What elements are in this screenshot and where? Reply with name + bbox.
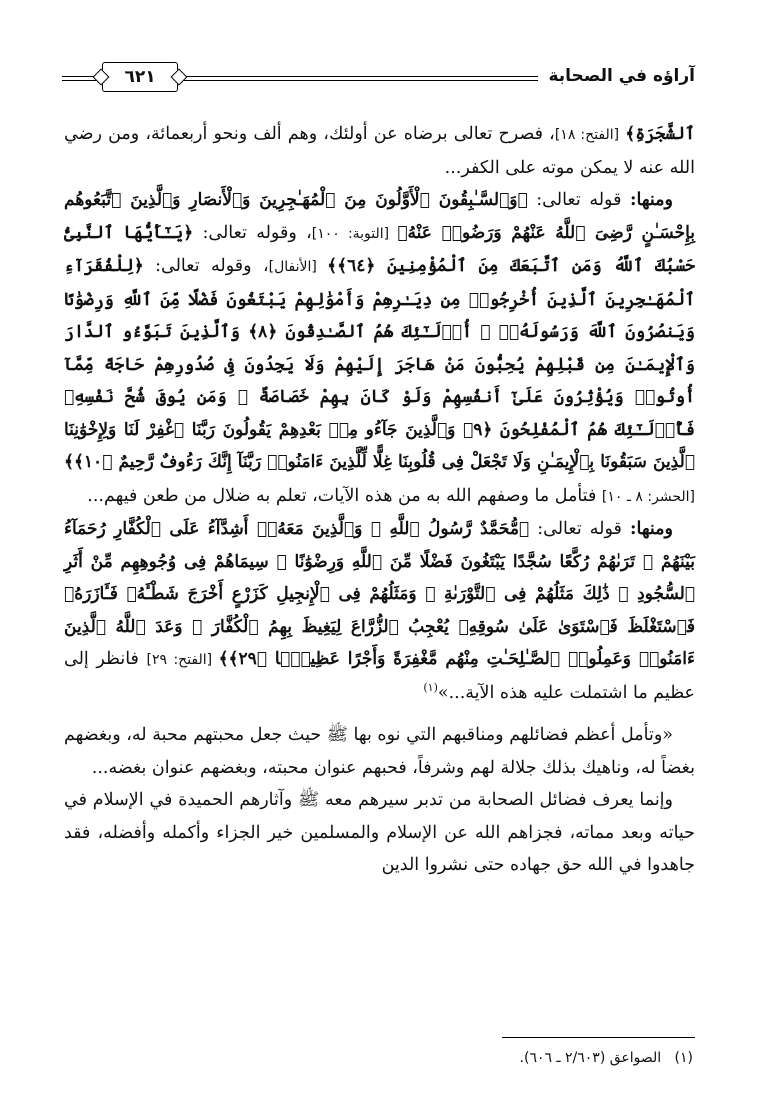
verse: ﴿لِلْفُقَرَآءِ ٱلْمُهَـٰجِرِينَ ٱلَّذِينَ أُخْرِجُوا۟ مِن دِيَـٰرِهِمْ وَأَمْوَٰلِهِمْ يَبْتَغُونَ فَضْلًا مِّنَ ٱللَّهِ وَرِضْوَٰنًا وَيَنصُرُونَ ٱللَّهَ وَرَسُولَهُۥٓ ۚ أُو۟لَـٰٓئِكَ هُمُ ٱلصَّـٰدِقُونَ ﴿٨﴾ وَٱلَّذِينَ تَبَوَّءُو ٱلدَّارَ وَٱلْإِيمَـٰنَ مِن قَبْلِهِمْ يُحِبُّونَ مَنْ هَاجَرَ إِلَيْهِمْ وَلَا يَجِدُونَ فِى صُدُورِهِمْ حَاجَةً مِّمَّآ أُوتُوا۟ وَيُؤْثِرُونَ عَلَىٰٓ أَنفُسِهِمْ وَلَوْ كَانَ بِهِمْ خَصَاصَةٌ ۚ وَمَن يُوقَ شُحَّ نَفْسِهِۦ فَأُو۟لَـٰٓئِكَ هُمُ ٱلْمُفْلِحُونَ ﴿٩﴾ وَٱلَّذِينَ جَآءُو مِنۢ بَعْدِهِمْ يَقُولُونَ رَبَّنَا ٱغْفِرْ لَنَا وَلِإِخْوَٰنِنَا ٱلَّذِينَ سَبَقُونَا بِٱلْإِيمَـٰنِ وَلَا تَجْعَلْ فِى قُلُوبِنَا غِلًّا لِّلَّذِينَ ءَامَنُوا۟ رَبَّنَآ إِنَّكَ رَءُوفٌ رَّحِيمٌ ﴿١٠﴾﴾ <box>64 256 696 472</box>
running-title: آراؤه في الصحابة <box>548 66 695 86</box>
footnote-text: الصواعق (٢/٦٠٣ ـ ٦٠٦). <box>519 1050 662 1066</box>
citation: [الفتح: ٢٩] <box>146 652 219 668</box>
footnote-marker: (١) <box>423 680 438 694</box>
join-text: ، وقوله تعالى: <box>193 222 312 243</box>
section-lead: ومنها: <box>630 190 673 210</box>
join-text: ، وقوله تعالى: <box>143 256 269 276</box>
paragraph-4 <box>64 719 695 784</box>
page-number-frame <box>102 62 178 92</box>
paragraph-1 <box>64 118 695 184</box>
intro-text: قوله تعالى: <box>527 190 631 210</box>
citation: [الأنفال] <box>268 259 328 275</box>
footnote-number: (١) <box>674 1050 693 1066</box>
paragraph-3 <box>64 513 695 709</box>
citation: [الحشر: ٨ ـ ١٠] <box>601 488 695 505</box>
paragraph-text: ، فصرح تعالى برضاه عن أولئك، وهم ألف ونحو أربعمائة، ومن رضي الله عنه لا يمكن موته على الكفر... <box>64 124 695 178</box>
citation: [التوبة: ١٠٠] <box>311 225 398 242</box>
paragraph-5 <box>64 784 695 882</box>
page-number: ٦٢١ <box>124 66 156 87</box>
conclusion-text: فتأمل ما وصفهم الله به من هذه الآيات، تعلم به ضلال من طعن فيهم... <box>87 485 602 506</box>
paragraph-2 <box>64 184 695 513</box>
citation: [الفتح: ١٨] <box>554 127 620 143</box>
footnote <box>62 1047 693 1069</box>
intro-text: قوله تعالى: <box>529 519 631 539</box>
conclusion-text: فانظر إلى عظيم ما اشتملت عليه هذه الآية...» <box>64 649 695 703</box>
verse: ﴿وَٱلسَّـٰبِقُونَ ٱلْأَوَّلُونَ مِنَ ٱلْمُهَـٰجِرِينَ وَٱلْأَنصَارِ وَٱلَّذِينَ ٱتَّبَعُوهُم بِإِحْسَـٰنٍ رَّضِىَ ٱللَّهُ عَنْهُمْ وَرَضُوا۟ عَنْهُ﴾ <box>64 190 696 243</box>
page-header <box>62 58 695 94</box>
verse-fragment: ٱلشَّجَرَةِ﴾ <box>625 124 695 144</box>
main-text <box>64 118 695 882</box>
paragraph-text: «وتأمل أعظم فضائلهم ومناقبهم التي نوه بها ﷺ حيث جعل محبتهم محبة له، وبغضهم بغضاً له، وناهيك بذلك جلالة لهم وشرفاً، فحبهم عنوان محبته، وبغضهم عنوان بغضه... <box>64 725 695 778</box>
section-lead: ومنها: <box>630 519 673 539</box>
verse: ﴿يَـٰٓأَيُّهَا ٱلنَّبِىُّ حَسْبُكَ ٱللَّهُ وَمَنِ ٱتَّبَعَكَ مِنَ ٱلْمُؤْمِنِينَ ﴿٦٤﴾﴾ <box>64 222 696 276</box>
footnote-separator <box>502 1037 695 1038</box>
header-rule <box>62 58 538 94</box>
paragraph-text: وإنما يعرف فضائل الصحابة من تدبر سيرهم معه ﷺ وآثارهم الحميدة في الإسلام في حياته وبعد مماته، فجزاهم الله عن الإسلام والمسلمين خير الجزاء وأكمله وأفضله، فقد جاهدوا في الله حق جهاده حتى نشروا الدين <box>64 790 695 875</box>
verse: ﴿مُّحَمَّدٌ رَّسُولُ ٱللَّهِ ۚ وَٱلَّذِينَ مَعَهُۥٓ أَشِدَّآءُ عَلَى ٱلْكُفَّارِ رُحَمَآءُ بَيْنَهُمْ ۖ تَرَىٰهُمْ رُكَّعًا سُجَّدًا يَبْتَغُونَ فَضْلًا مِّنَ ٱللَّهِ وَرِضْوَٰنًا ۖ سِيمَاهُمْ فِى وُجُوهِهِم مِّنْ أَثَرِ ٱلسُّجُودِ ۚ ذَٰلِكَ مَثَلُهُمْ فِى ٱلتَّوْرَىٰةِ ۚ وَمَثَلُهُمْ فِى ٱلْإِنجِيلِ كَزَرْعٍ أَخْرَجَ شَطْـَٔهُۥ فَـَٔازَرَهُۥ فَٱسْتَغْلَظَ فَٱسْتَوَىٰ عَلَىٰ سُوقِهِۦ يُعْجِبُ ٱلزُّرَّاعَ لِيَغِيظَ بِهِمُ ٱلْكُفَّارَ ۗ وَعَدَ ٱللَّهُ ٱلَّذِينَ ءَامَنُوا۟ وَعَمِلُوا۟ ٱلصَّـٰلِحَـٰتِ مِنْهُم مَّغْفِرَةً وَأَجْرًا عَظِيمًۢا ﴿٢٩﴾﴾ <box>64 519 695 669</box>
